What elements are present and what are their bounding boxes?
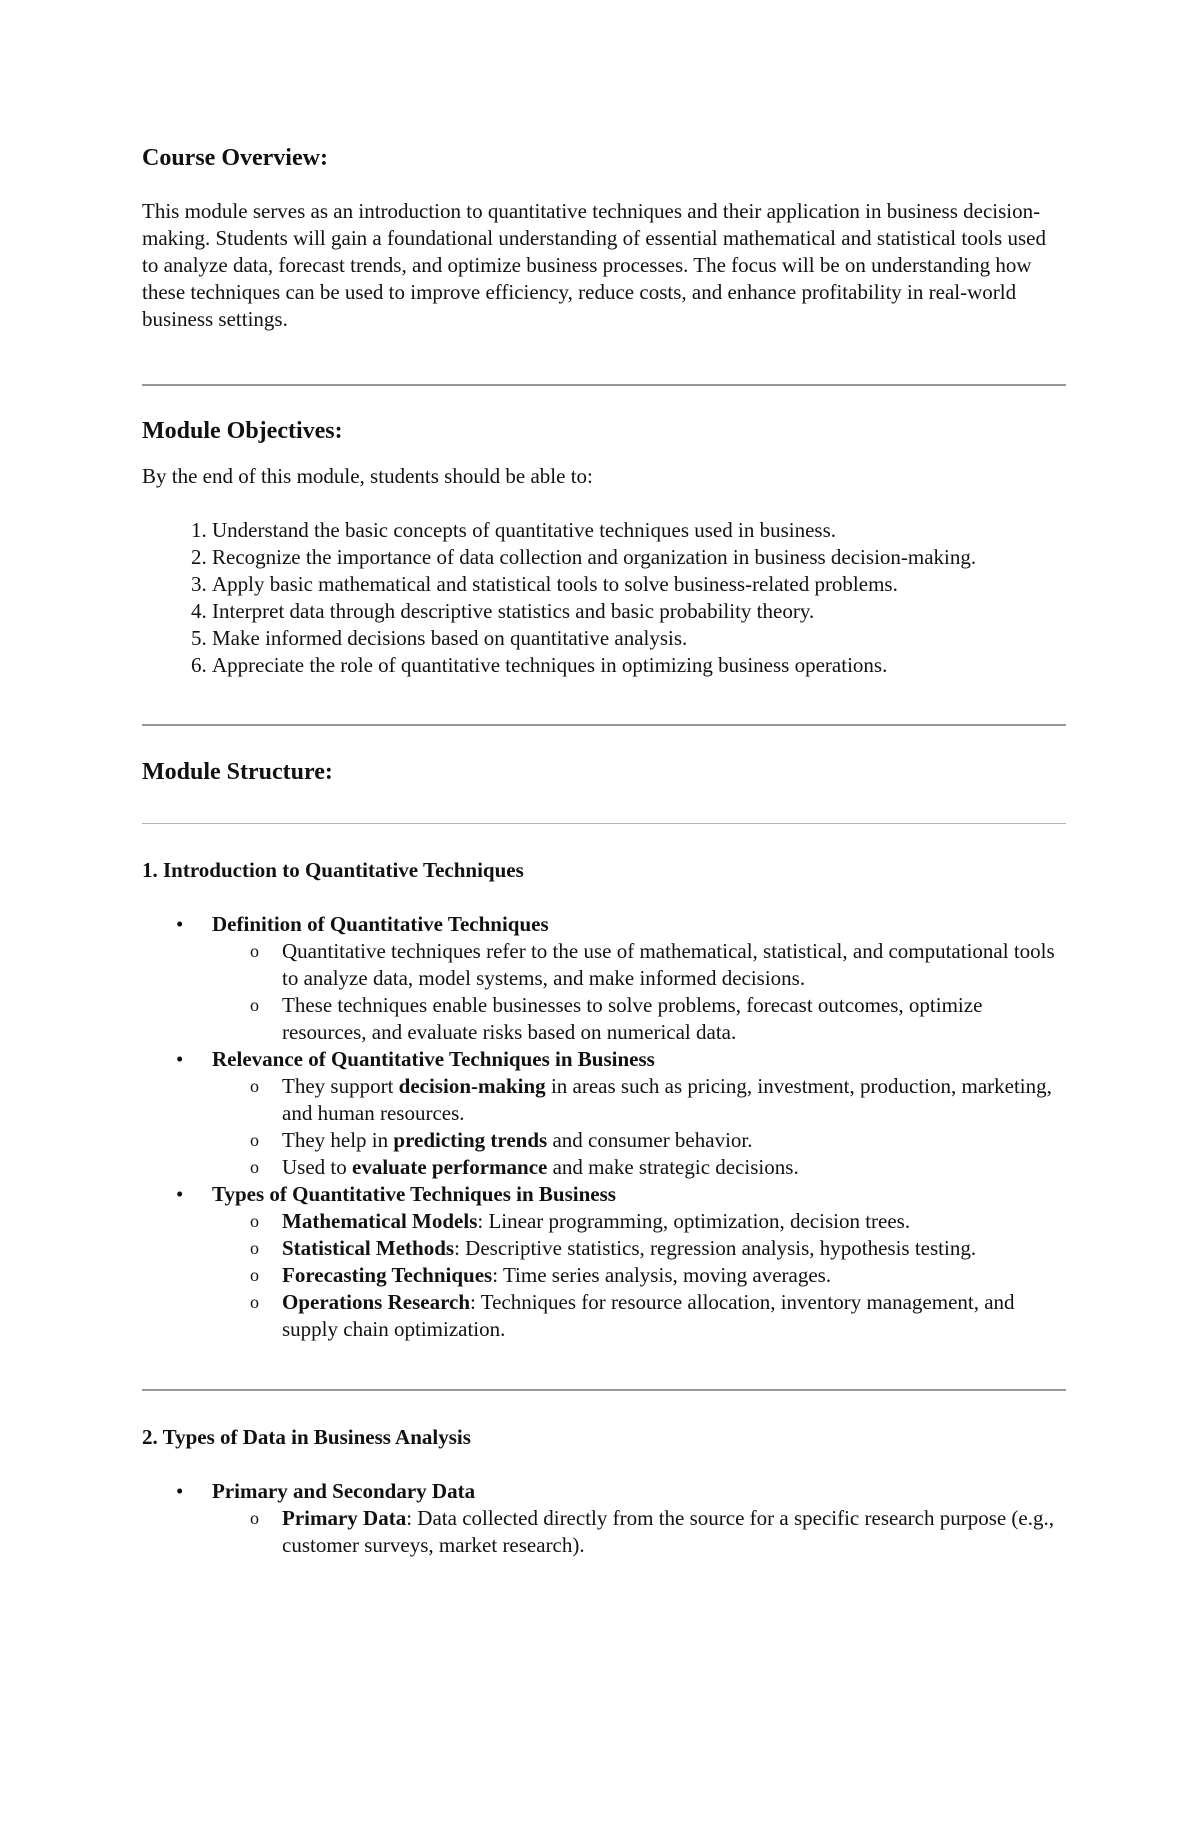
sub-item-term: Primary Data	[282, 1506, 407, 1530]
sub-bullet-icon: o	[250, 1508, 259, 1528]
relevance-title: Relevance of Quantitative Techniques in Business	[212, 1047, 655, 1071]
list-item	[142, 911, 1066, 1046]
sub-list-item	[212, 1505, 1066, 1559]
sub-bullet-icon: o	[250, 1292, 259, 1312]
types-sublist	[212, 1208, 1066, 1343]
objectives-intro: By the end of this module, students should be able to:	[142, 464, 593, 488]
sub-list-item	[212, 1235, 1066, 1262]
sub-item-term: Statistical Methods	[282, 1236, 455, 1260]
section-1-heading: 1. Introduction to Quantitative Techniques	[142, 858, 524, 882]
sub-item-text: They help in	[282, 1128, 394, 1152]
section-1-list	[142, 911, 1066, 1343]
sub-list-item	[212, 938, 1066, 992]
sub-item-text: in areas such as pricing, investment, production, marketing, and human resources.	[282, 1074, 1052, 1125]
course-overview-heading: Course Overview:	[142, 145, 328, 171]
sub-bullet-icon: o	[250, 1238, 259, 1258]
objectives-list	[142, 517, 1066, 679]
sub-item-term: Forecasting Techniques	[282, 1263, 493, 1287]
sub-bullet-icon: o	[250, 1076, 259, 1096]
relevance-sublist	[212, 1073, 1066, 1181]
sub-list-item	[212, 992, 1066, 1046]
objective-item: 6. Appreciate the role of quantitative techniques in optimizing business operations.	[212, 652, 1066, 679]
list-item	[142, 1478, 1066, 1559]
objective-item: 4. Interpret data through descriptive statistics and basic probability theory.	[212, 598, 1066, 625]
sub-bullet-icon: o	[250, 1130, 259, 1150]
sub-list-item	[212, 1208, 1066, 1235]
module-structure-heading: Module Structure:	[142, 759, 333, 785]
module-objectives-heading: Module Objectives:	[142, 418, 343, 444]
sub-item-term: Operations Research	[282, 1290, 471, 1314]
types-title: Types of Quantitative Techniques in Business	[212, 1182, 616, 1206]
section-2-heading: 2. Types of Data in Business Analysis	[142, 1425, 471, 1449]
list-item	[142, 1046, 1066, 1181]
sub-list-item	[212, 1262, 1066, 1289]
sub-item-emphasis: evaluate performance	[352, 1155, 548, 1179]
list-item	[142, 1181, 1066, 1343]
bullet-icon: •	[176, 1047, 184, 1071]
sub-item-emphasis: decision-making	[398, 1074, 546, 1098]
sub-item-text: : Descriptive statistics, regression analysis, hypothesis testing.	[454, 1236, 977, 1260]
sub-item-text: Used to	[282, 1155, 352, 1179]
definition-title: Definition of Quantitative Techniques	[212, 912, 549, 936]
definition-sublist	[212, 938, 1066, 1046]
sub-item-text: : Linear programming, optimization, decision trees.	[477, 1209, 911, 1233]
sub-item-text: : Time series analysis, moving averages.	[492, 1263, 832, 1287]
sub-item-text: and make strategic decisions.	[547, 1155, 799, 1179]
bullet-icon: •	[176, 1479, 184, 1503]
sub-item-text: These techniques enable businesses to solve problems, forecast outcomes, optimize resources, and evaluate risks based on numerical data.	[282, 993, 983, 1044]
sub-list-item	[212, 1154, 1066, 1181]
primary-secondary-title: Primary and Secondary Data	[212, 1479, 476, 1503]
sub-item-text: Quantitative techniques refer to the use of mathematical, statistical, and computational tools to analyze data, model systems, and make informed decisions.	[282, 939, 1055, 990]
sub-item-text: : Techniques for resource allocation, inventory management, and supply chain optimization.	[282, 1290, 1015, 1341]
sub-bullet-icon: o	[250, 1265, 259, 1285]
sub-bullet-icon: o	[250, 1157, 259, 1177]
sub-item-text: : Data collected directly from the source for a specific research purpose (e.g., customer surveys, market research).	[282, 1506, 1054, 1557]
objective-item: 1. Understand the basic concepts of quantitative techniques used in business.	[212, 517, 1066, 544]
objective-item: 3. Apply basic mathematical and statistical tools to solve business-related problems.	[212, 571, 1066, 598]
section-2-list	[142, 1478, 1066, 1559]
objective-item: 2. Recognize the importance of data collection and organization in business decision-making.	[212, 544, 1066, 571]
sub-list-item	[212, 1289, 1066, 1343]
sub-item-emphasis: predicting trends	[393, 1128, 548, 1152]
course-overview-body: This module serves as an introduction to quantitative techniques and their application in business decision-making. Students will gain a foundational understanding of essential mathematical and statistical tools used to analyze data, forecast trends, and optimize business processes. The focus will be on understanding how these techniques can be used to improve efficiency, reduce costs, and enhance profitability in real-world business settings.	[142, 199, 1046, 331]
sub-list-item	[212, 1073, 1066, 1127]
sub-bullet-icon: o	[250, 995, 259, 1015]
objective-item: 5. Make informed decisions based on quantitative analysis.	[212, 625, 1066, 652]
document-content	[142, 143, 1066, 1559]
sub-list-item	[212, 1127, 1066, 1154]
bullet-icon: •	[176, 1182, 184, 1206]
bullet-icon: •	[176, 912, 184, 936]
sub-bullet-icon: o	[250, 1211, 259, 1231]
sub-item-text: and consumer behavior.	[547, 1128, 753, 1152]
sub-item-text: They support	[282, 1074, 399, 1098]
primary-secondary-sublist	[212, 1505, 1066, 1559]
sub-bullet-icon: o	[250, 941, 259, 961]
sub-item-term: Mathematical Models	[282, 1209, 478, 1233]
